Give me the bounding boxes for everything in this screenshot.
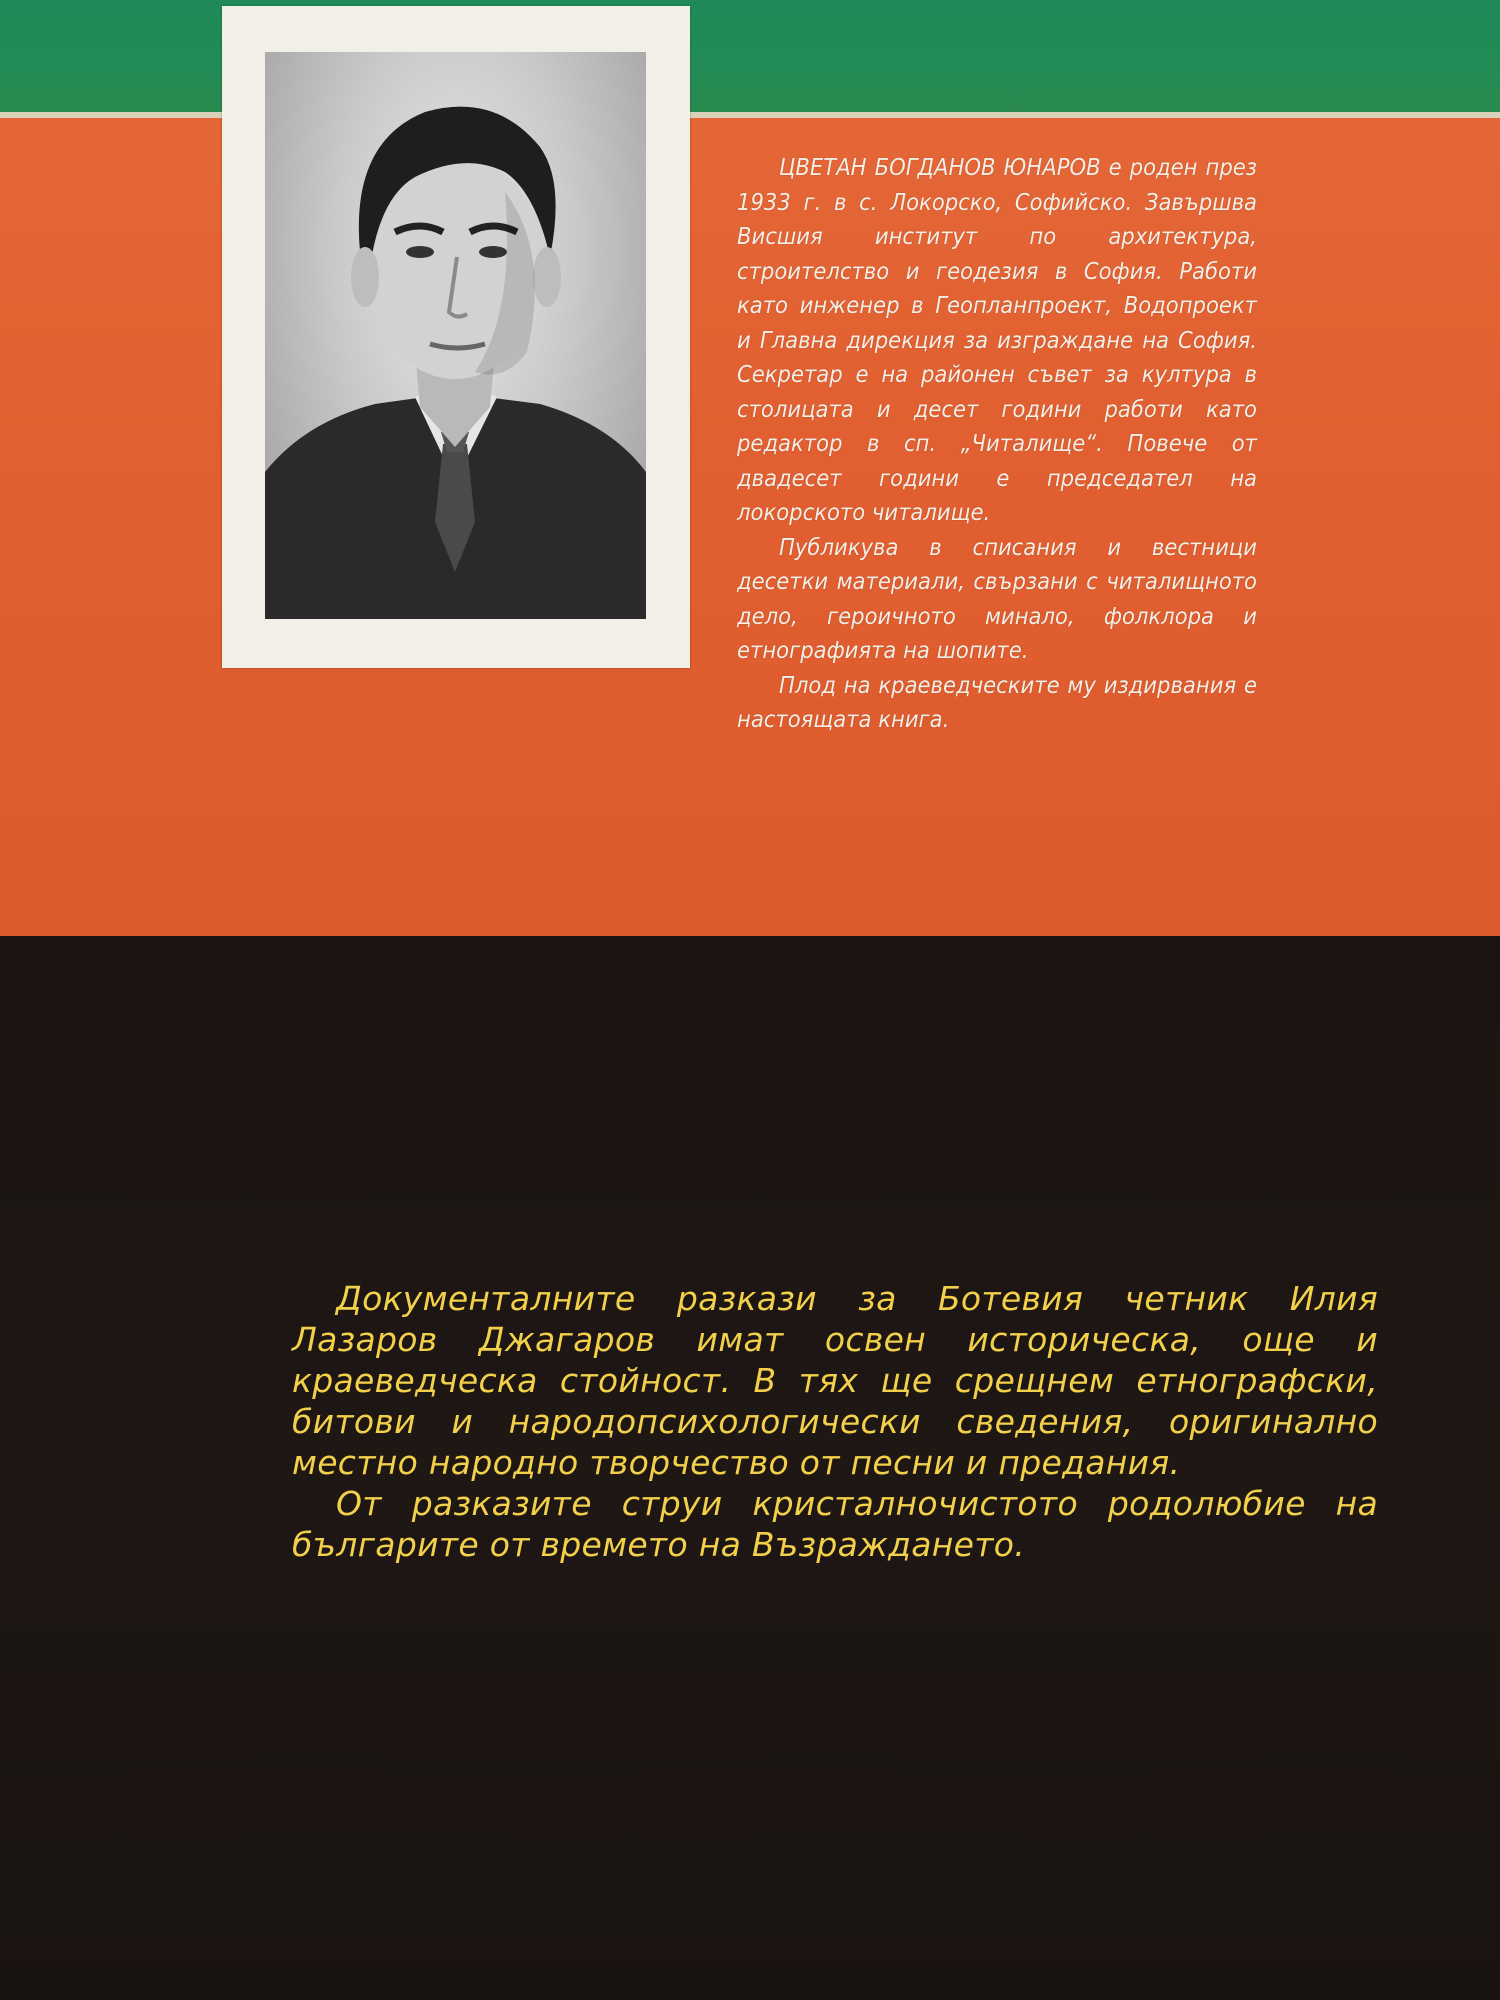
author-portrait-illustration <box>265 52 646 619</box>
bio-paragraph: ЦВЕТАН БОГДАНОВ ЮНАРОВ е роден през 1933 г. в с. Локорско, Софийско. Завършва Висшия институт по архитектура, строителство и геодезия в София. Работи като инженер в Геопланпроект, Водопроект и Главна дирекция за изграждане на София. Секретар е на районен съвет за култура в столицата и десет години работи като редактор в сп. „Читалище“. Повече от двадесет години е председател на локорското читалище. <box>737 153 1257 526</box>
author-bio <box>737 150 1257 737</box>
description-paragraph: Документалните разкази за Ботевия четник Илия Лазаров Джагаров имат освен историческа, още и краеведческа стойност. В тях ще срещнем етнографски, битови и народопсихологически сведения, оригинално местно народно творчество от песни и предания. <box>292 1279 1378 1482</box>
book-description <box>292 1278 1378 1565</box>
bio-paragraph: Плод на краеведческите му издирвания е настоящата книга. <box>737 670 1257 733</box>
description-paragraph: От разказите струи кристалночистото родолюбие на българите от времето на Възраждането. <box>292 1484 1378 1564</box>
author-photo-frame <box>222 6 690 668</box>
author-photo <box>265 52 646 619</box>
bio-paragraph: Публикува в списания и вестници десетки материали, свързани с читалищното дело, героичното минало, фолклора и етнографията на шопите. <box>737 532 1257 664</box>
